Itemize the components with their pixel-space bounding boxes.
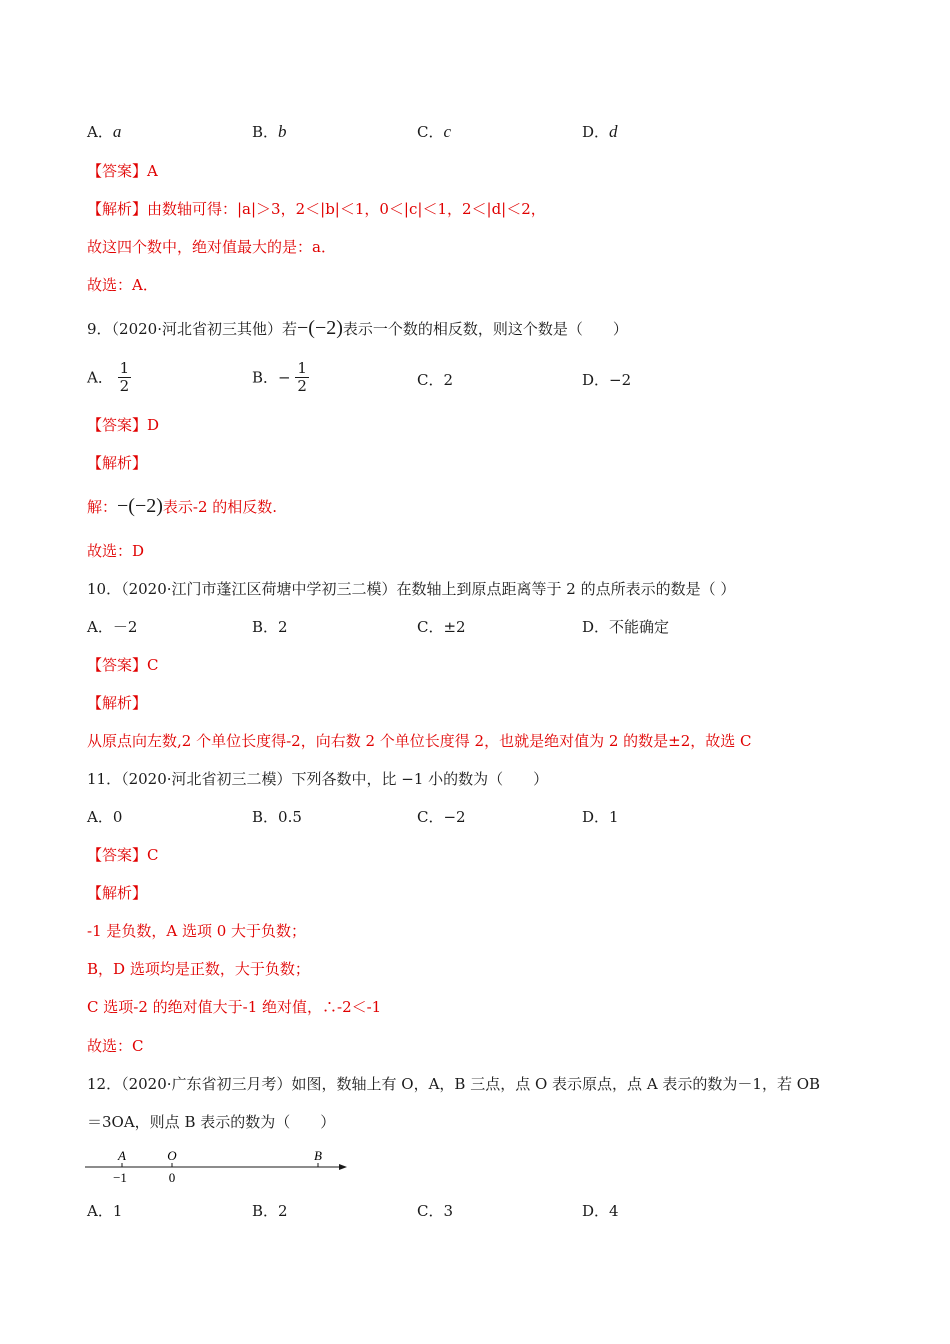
q10-answer: 【答案】C	[87, 656, 159, 674]
q8-final: 故选：A．	[87, 276, 158, 294]
q8-answer: 【答案】A	[87, 162, 158, 180]
q12-option-a: A．1	[87, 1202, 123, 1220]
q9-option-c: C．2	[417, 371, 454, 389]
q11-answer: 【答案】C	[87, 846, 159, 864]
q11-solution-line-3: C 选项-2 的绝对值大于-1 绝对值，∴-2＜-1	[87, 998, 382, 1016]
tick-o-value: 0	[168, 1170, 176, 1185]
q11-option-b: B．0.5	[252, 808, 302, 826]
q12-option-d: D．4	[582, 1202, 619, 1220]
q12-stem-line-2: ＝3OA，则点 B 表示的数为（ ）	[87, 1113, 336, 1131]
q9-solution: 解：−(−2)表示-2 的相反数.	[87, 495, 278, 517]
q10-analysis: 【解析】	[87, 694, 148, 712]
q8-analysis: 【解析】由数轴可得：|a|＞3，2＜|b|＜1，0＜|c|＜1，2＜|d|＜2，	[87, 200, 546, 218]
q9-final: 故选：D	[87, 542, 145, 560]
q11-option-a: A．0	[87, 808, 123, 826]
q11-stem: 11．（2020·河北省初三二模）下列各数中，比 −1 小的数为（ ）	[87, 770, 549, 788]
q12-option-c: C．3	[417, 1202, 454, 1220]
q11-option-d: D．1	[582, 808, 619, 826]
q8-solution-line: 故这四个数中，绝对值最大的是：a．	[87, 238, 336, 256]
q10-option-d: D．不能确定	[582, 618, 670, 636]
number-line-arrow	[339, 1164, 347, 1170]
q10-stem: 10．（2020·江门市蓬江区荷塘中学初三二模）在数轴上到原点距离等于 2 的点所表示的数是（ ）	[87, 580, 736, 598]
q11-solution-line-1: -1 是负数，A 选项 0 大于负数；	[87, 922, 307, 940]
q10-option-b: B．2	[252, 618, 288, 636]
point-o-label: O	[167, 1148, 177, 1163]
q10-option-a: A．－2	[87, 618, 138, 636]
q11-solution-line-2: B，D 选项均是正数，大于负数；	[87, 960, 310, 978]
q8-option-a: A．a	[87, 122, 122, 141]
q11-final: 故选：C	[87, 1037, 144, 1055]
point-b-label: B	[314, 1148, 322, 1163]
q9-analysis: 【解析】	[87, 454, 148, 472]
q12-stem-line-1: 12．（2020·广东省初三月考）如图，数轴上有 O，A，B 三点，点 O 表示原点，点 A 表示的数为－1，若 OB	[87, 1075, 821, 1093]
q9-option-b: B．− $\frac{1}{2}$	[252, 359, 307, 395]
tick-a-value: −1	[113, 1170, 127, 1185]
q12-option-b: B．2	[252, 1202, 288, 1220]
q12-number-line-figure	[85, 1148, 355, 1188]
q9-option-d: D．−2	[582, 371, 632, 389]
q8-option-d: D．d	[582, 122, 618, 141]
q11-option-c: C．−2	[417, 808, 466, 826]
q9-answer: 【答案】D	[87, 416, 160, 434]
q10-solution: 从原点向左数,2 个单位长度得-2，向右数 2 个单位长度得 2，也就是绝对值为 2 的数是±2，故选 C	[87, 732, 752, 750]
q9-option-a: A． $\frac{1}{2}$	[87, 359, 130, 395]
q9-stem: 9．（2020·河北省初三其他）若−(−2)表示一个数的相反数，则这个数是（ ）	[87, 317, 628, 339]
q10-option-c: C．±2	[417, 618, 466, 636]
q11-analysis: 【解析】	[87, 884, 148, 902]
point-a-label: A	[118, 1148, 126, 1163]
q8-option-b: B．b	[252, 122, 287, 141]
q8-option-c: C．c	[417, 122, 452, 141]
